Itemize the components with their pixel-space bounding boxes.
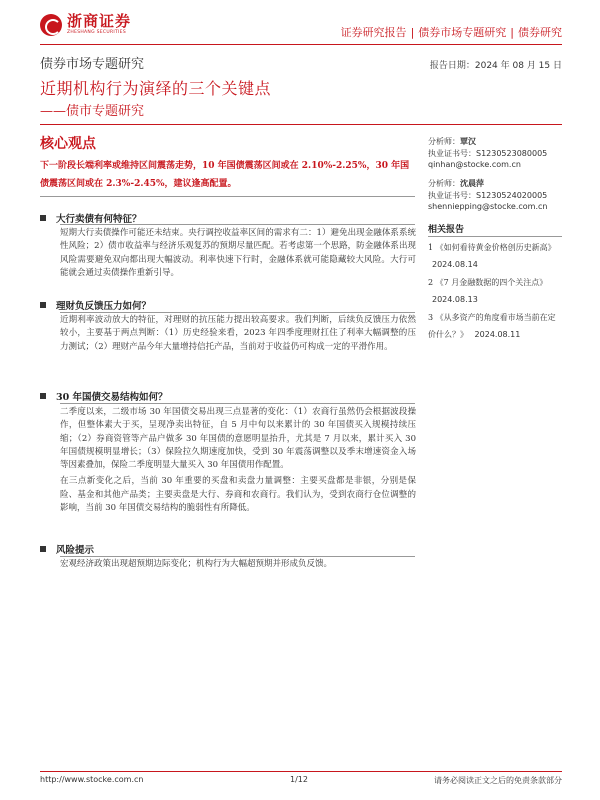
header-divider	[40, 44, 562, 45]
analyst-name: 沈晨萍	[460, 179, 484, 188]
section-body-30y-structure	[60, 406, 416, 515]
breadcrumb-item-bond-research: 债券研究	[518, 26, 562, 39]
paragraph: 近期利率波动放大的特征，对理财的抗压能力提出较高要求。我们判断，后续负反馈压力依然较小，主要基于两点判断：（1）历史经验来看，2023 年四季度理财扛住了利率大幅调整的压力测试；（2）理财产品今年大量增持信托产品，当前对于收益仍可构成一定的平滑作用。	[60, 315, 416, 352]
bullet-square-icon	[40, 393, 46, 399]
analyst-cert: 执业证书号：S1230523080005	[428, 148, 548, 158]
related-report-title: 《如何看待黄金价格创历史新高》	[435, 243, 556, 252]
analyst-name: 覃汉	[460, 137, 476, 146]
report-title: 近期机构行为演绎的三个关键点	[40, 79, 272, 98]
footer-page-number: 1/12	[290, 775, 308, 784]
section-title-30y-structure: 30 年国债交易结构如何？	[40, 389, 168, 403]
related-report-item[interactable]	[428, 240, 562, 273]
analyst-cert: 执业证书号：S1230524020005	[428, 190, 548, 200]
report-category: 债券市场专题研究	[40, 57, 145, 72]
core-view-summary: 下一阶段长端利率或维持区间震荡走势，10 年国债震荡区间或在 2.10%-2.25%，30 年国债震荡区间或在 2.3%-2.45%，建议逢高配置。	[40, 161, 410, 189]
section-divider	[60, 224, 415, 225]
related-report-number: 1	[428, 243, 434, 252]
analyst-email[interactable]: shenniepping@stocke.com.cn	[428, 202, 548, 211]
logo-name-en: ZHESHANG SECURITIES	[67, 30, 126, 36]
related-reports-heading: 相关报告	[428, 225, 465, 235]
analyst-label: 分析师：	[428, 137, 460, 146]
breadcrumb-item-research-report: 证券研究报告	[340, 26, 407, 39]
core-divider	[40, 196, 415, 197]
title-divider	[40, 124, 562, 125]
related-report-date: 2024.08.14	[432, 259, 478, 269]
header-breadcrumb: 证券研究报告 | 债券市场专题研究 | 债券研究	[340, 26, 562, 39]
bullet-square-icon	[40, 546, 46, 552]
section-body-risk	[60, 558, 416, 571]
bullet-square-icon	[40, 215, 46, 221]
logo-name-cn: 浙商证券	[67, 12, 132, 31]
report-date: 报告日期：2024 年 08 月 15 日	[429, 61, 562, 71]
bullet-square-icon	[40, 302, 46, 308]
related-reports-list	[428, 240, 562, 343]
related-report-number: 3	[428, 313, 434, 322]
footer-divider	[40, 771, 562, 772]
related-report-title: 《从多资产的角度看市场当前在定价什么？》	[428, 313, 556, 339]
section-body-wealth-feedback	[60, 314, 416, 354]
related-report-title: 《7 月金融数据的四个关注点》	[435, 278, 548, 287]
section-title-large-bank-selling: 大行卖债有何特征？	[40, 211, 142, 225]
footer-website-link[interactable]: http://www.stocke.com.cn	[40, 775, 144, 784]
related-report-date: 2024.08.11	[474, 329, 521, 339]
section-divider	[60, 556, 415, 557]
breadcrumb-item-bond-topic: 债券市场专题研究	[418, 26, 507, 39]
related-report-item[interactable]	[428, 310, 562, 343]
section-divider	[60, 312, 415, 313]
related-report-date: 2024.08.13	[432, 294, 478, 304]
paragraph: 宏观经济政策出现超预期边际变化；机构行为大幅超预期并形成负反馈。	[60, 559, 333, 569]
related-report-item[interactable]	[428, 275, 562, 308]
related-divider	[428, 236, 562, 237]
related-report-number: 2	[428, 278, 434, 287]
section-title-wealth-feedback: 理财负反馈压力如何？	[40, 298, 151, 312]
paragraph: 在三点新变化之后，当前 30 年重要的买盘和卖盘力量调整：主要买盘都是非银，分别是保险、基金和其他产品类；主要卖盘是大行、券商和农商行。我们认为，受到农商行仓位调整的影响，当前 30 年国债交易结构的脆弱性有所降低。	[60, 476, 416, 514]
analyst-card	[428, 178, 547, 213]
logo-icon	[40, 14, 62, 36]
report-subtitle: ——债市专题研究	[40, 104, 145, 119]
paragraph: 二季度以来，二级市场 30 年国债交易出现三点显著的变化：（1）农商行虽然仍会根据波段操作，但整体素大于买，呈现净卖出特征，自 5 月中旬以来累计的 30 年国债买入规模持续压缩；（2）券商资管等产品户做多 30 年国债的意愿明显抬升，尤其是 7 月以来，累计买入 30 年国债规模明显增长；（3）保险拉久期速度加快，受到 30 年震荡调整以及季末增速资金入场等因素叠加，保险二季度明显大量买入 30 年国债用作配置。	[60, 407, 416, 471]
paragraph: 短期大行卖债操作可能还未结束。央行调控收益率区间的需求有二：1）避免出现金融体系系统性风险；2）债市收益率与经济乐观复苏的预期尽量匹配。若考虑第一个思路，防金融体系出现风险需要避免双向都出现大幅波动。利率快速下行时，金融体系就可能隐藏较大风险。大行可能就会通过卖债操作重新引导。	[60, 228, 416, 278]
company-logo	[40, 14, 131, 36]
analyst-label: 分析师：	[428, 179, 460, 188]
analyst-card	[428, 136, 547, 171]
section-body-large-bank-selling	[60, 227, 416, 280]
footer-disclaimer: 请务必阅读正文之后的免责条款部分	[434, 776, 562, 785]
section-divider	[60, 403, 415, 404]
analyst-email[interactable]: qinhan@stocke.com.cn	[428, 160, 521, 169]
section-title-risk: 风险提示	[40, 542, 94, 556]
core-view-heading: 核心观点	[40, 136, 96, 152]
